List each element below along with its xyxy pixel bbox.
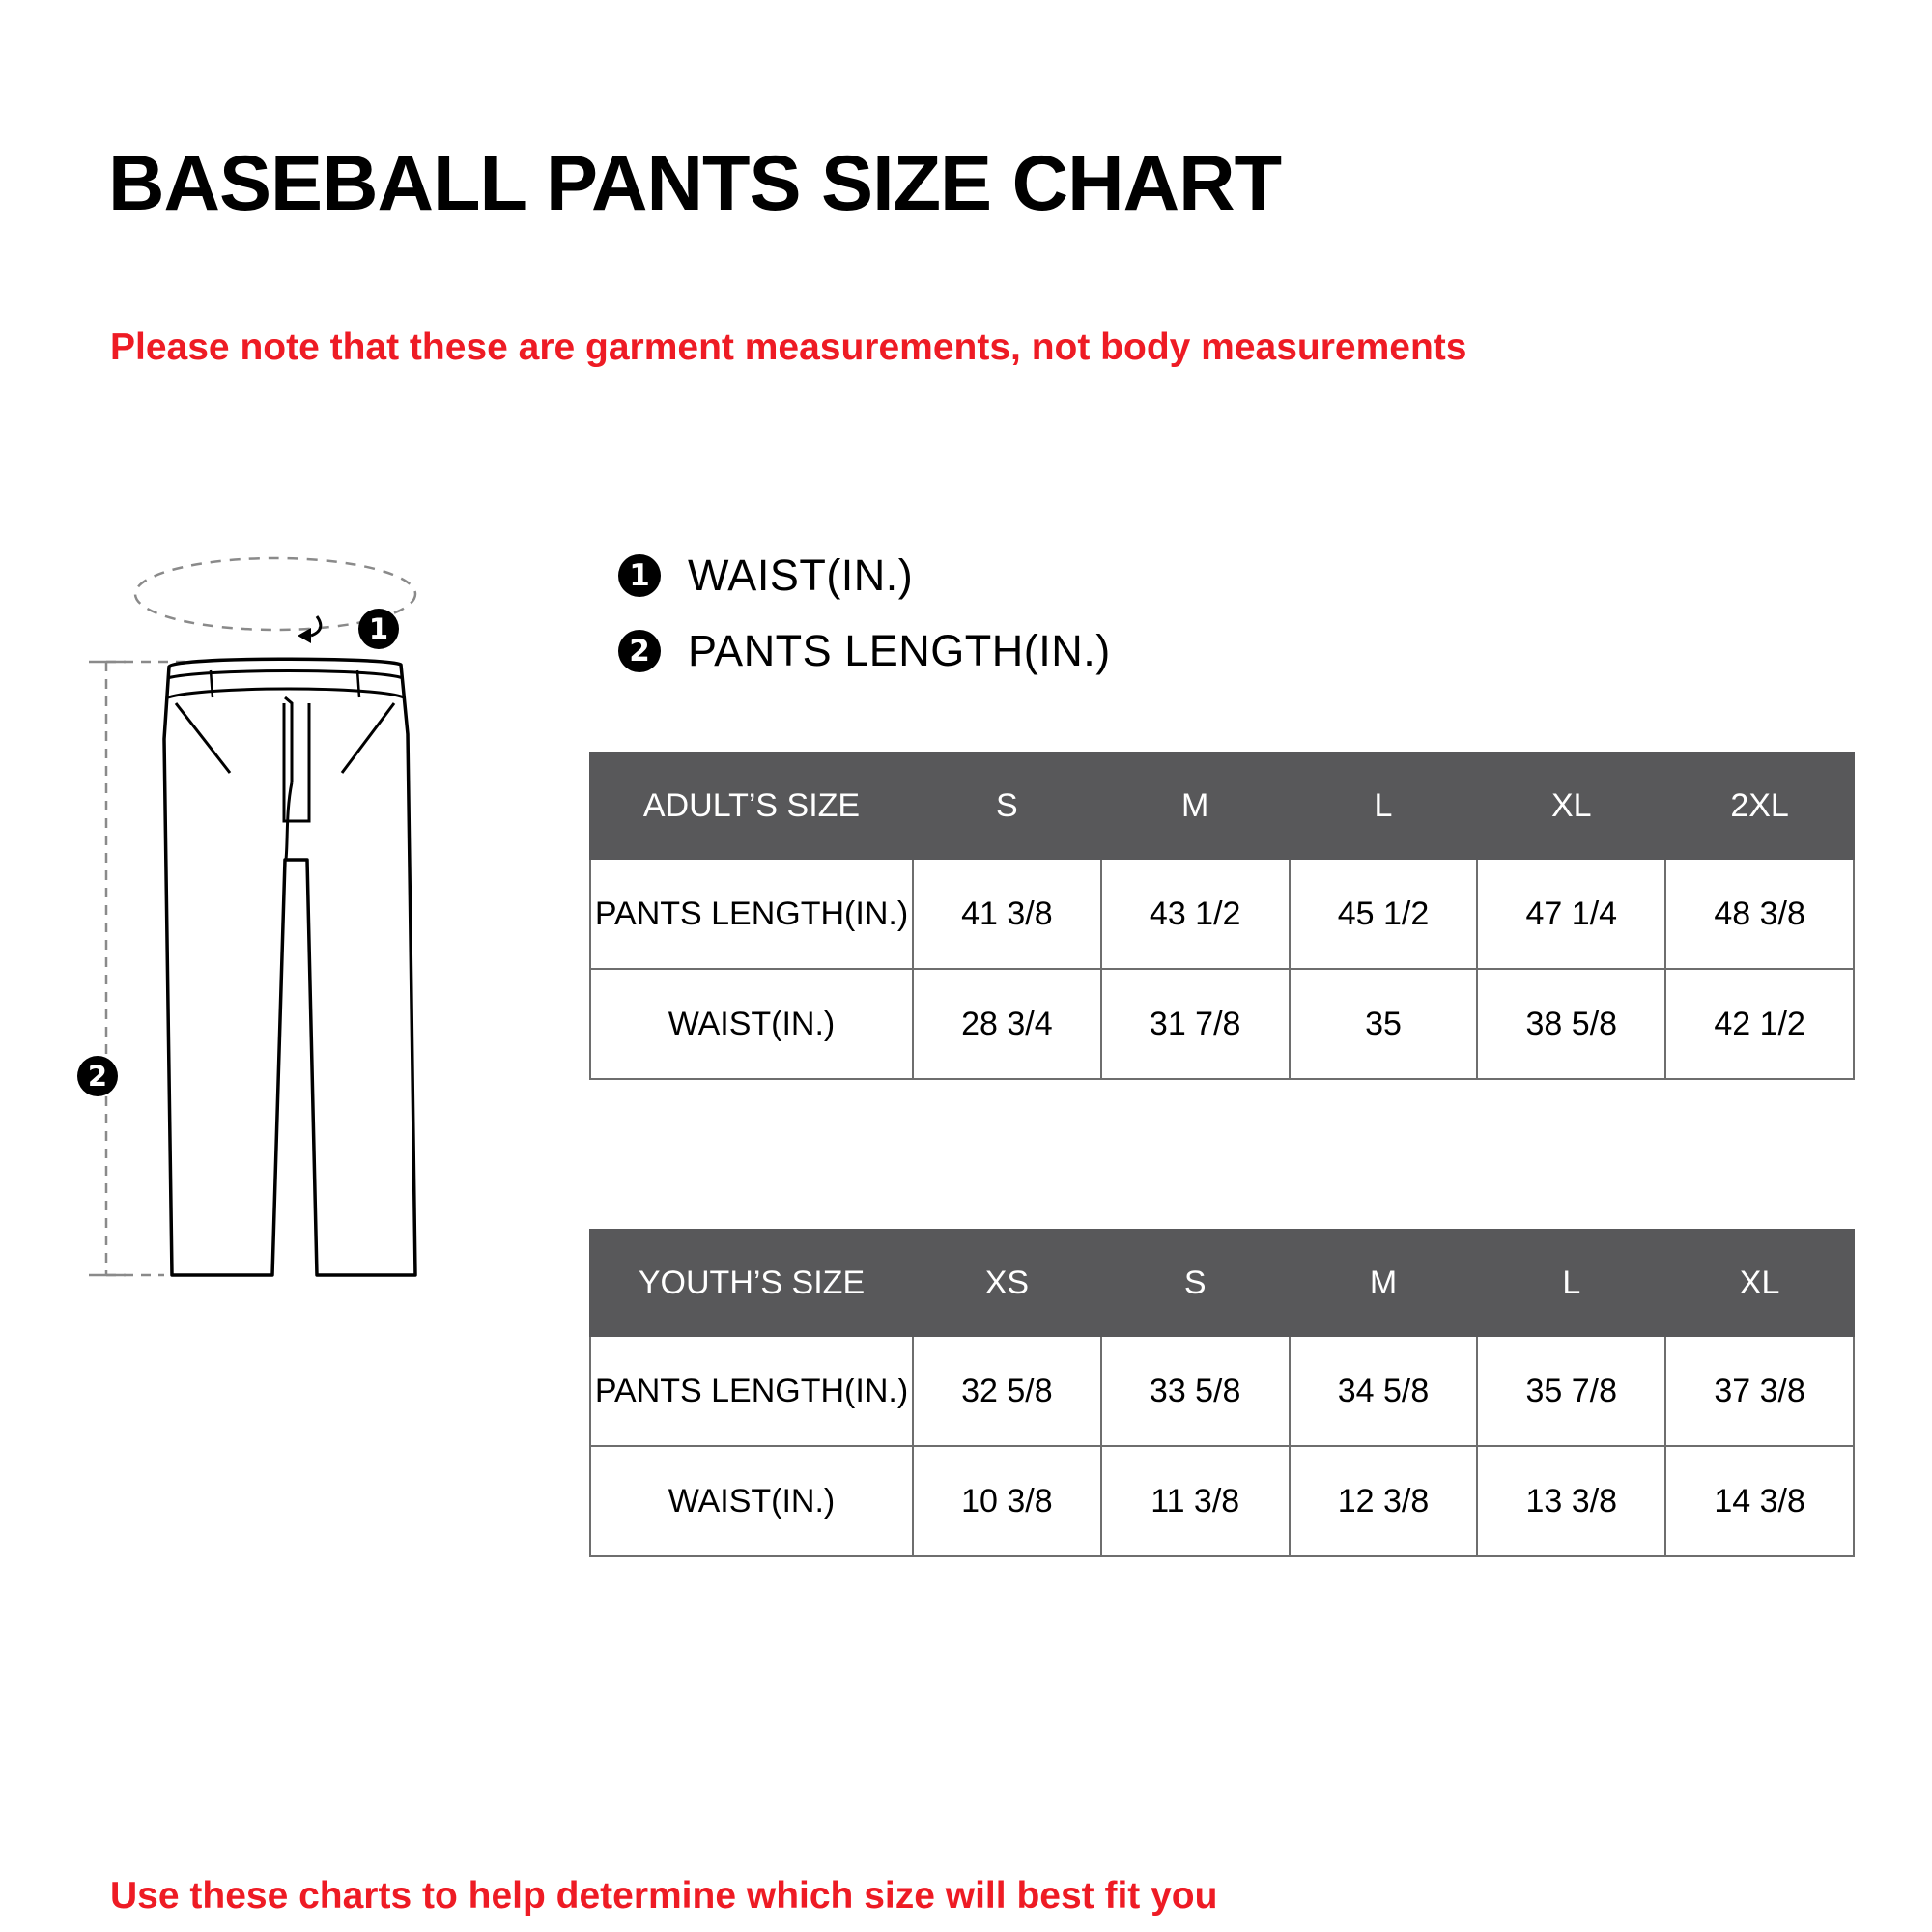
number-badge-2-icon: 2 — [618, 630, 661, 672]
youth-pants-length-xl: 37 3/8 — [1665, 1336, 1854, 1446]
youth-row-label-waist: WAIST(IN.) — [590, 1446, 913, 1556]
youth-pants-length-m: 34 5/8 — [1290, 1336, 1478, 1446]
youth-col-l: L — [1477, 1230, 1665, 1336]
youth-waist-m: 12 3/8 — [1290, 1446, 1478, 1556]
footer-help-note: Use these charts to help determine which size will best fit you — [110, 1875, 1218, 1917]
adult-row-label-waist: WAIST(IN.) — [590, 969, 913, 1079]
adult-pants-length-m: 43 1/2 — [1101, 859, 1290, 969]
measurement-legend — [618, 551, 1111, 701]
legend-label-pants-length: PANTS LENGTH(IN.) — [688, 626, 1111, 675]
youth-waist-l: 13 3/8 — [1477, 1446, 1665, 1556]
adult-waist-s: 28 3/4 — [913, 969, 1101, 1079]
youth-col-xl: XL — [1665, 1230, 1854, 1336]
table-header-row — [590, 753, 1854, 859]
youth-row-label-pants-length: PANTS LENGTH(IN.) — [590, 1336, 913, 1446]
adult-col-l: L — [1290, 753, 1478, 859]
legend-item-waist — [618, 551, 1111, 601]
table-row — [590, 859, 1854, 969]
adult-row-label-pants-length: PANTS LENGTH(IN.) — [590, 859, 913, 969]
adult-col-m: M — [1101, 753, 1290, 859]
table-row — [590, 1446, 1854, 1556]
legend-item-pants-length — [618, 626, 1111, 676]
adult-col-s: S — [913, 753, 1101, 859]
adult-col-2xl: 2XL — [1665, 753, 1854, 859]
youth-waist-xs: 10 3/8 — [913, 1446, 1101, 1556]
adult-waist-2xl: 42 1/2 — [1665, 969, 1854, 1079]
adult-waist-xl: 38 5/8 — [1477, 969, 1665, 1079]
pants-diagram-icon — [68, 541, 570, 1352]
youth-waist-s: 11 3/8 — [1101, 1446, 1290, 1556]
page-title: BASEBALL PANTS SIZE CHART — [108, 140, 1282, 228]
youth-waist-xl: 14 3/8 — [1665, 1446, 1854, 1556]
illustration-marker-length: 2 — [77, 1056, 118, 1096]
pants-illustration — [68, 541, 570, 1352]
adult-waist-l: 35 — [1290, 969, 1478, 1079]
garment-measurement-note: Please note that these are garment measurements, not body measurements — [110, 327, 1467, 368]
adult-pants-length-2xl: 48 3/8 — [1665, 859, 1854, 969]
adult-pants-length-s: 41 3/8 — [913, 859, 1101, 969]
youth-pants-length-l: 35 7/8 — [1477, 1336, 1665, 1446]
adult-waist-m: 31 7/8 — [1101, 969, 1290, 1079]
youth-pants-length-s: 33 5/8 — [1101, 1336, 1290, 1446]
adult-col-xl: XL — [1477, 753, 1665, 859]
youth-pants-length-xs: 32 5/8 — [913, 1336, 1101, 1446]
table-header-row — [590, 1230, 1854, 1336]
adult-pants-length-l: 45 1/2 — [1290, 859, 1478, 969]
youth-col-m: M — [1290, 1230, 1478, 1336]
table-row — [590, 969, 1854, 1079]
table-row — [590, 1336, 1854, 1446]
youth-col-s: S — [1101, 1230, 1290, 1336]
number-badge-1-icon: 1 — [618, 554, 661, 597]
adult-corner-label: ADULT’S SIZE — [590, 753, 913, 859]
illustration-marker-waist: 1 — [358, 609, 399, 649]
adult-pants-length-xl: 47 1/4 — [1477, 859, 1665, 969]
legend-label-waist: WAIST(IN.) — [688, 551, 914, 600]
youth-corner-label: YOUTH’S SIZE — [590, 1230, 913, 1336]
adult-size-table — [589, 752, 1855, 1080]
youth-col-xs: XS — [913, 1230, 1101, 1336]
youth-size-table — [589, 1229, 1855, 1557]
